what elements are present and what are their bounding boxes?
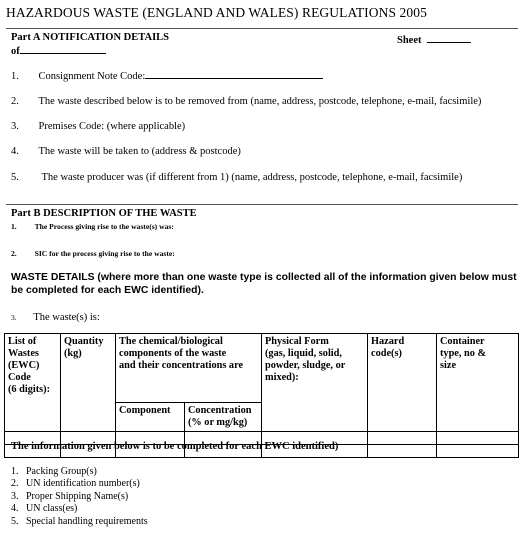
waste-is-item: [11, 312, 100, 323]
table-cell[interactable]: [368, 445, 437, 458]
item-number: 1.: [11, 222, 17, 231]
divider: [6, 204, 518, 205]
premises-item: [11, 121, 185, 132]
sheet-blank[interactable]: [427, 32, 471, 43]
header-text: mixed):: [265, 372, 299, 383]
item-number: 2.: [11, 96, 19, 107]
item-number: 5.: [11, 515, 19, 527]
list-item: [11, 503, 148, 515]
header-text: (gas, liquid, solid,: [265, 348, 342, 359]
process-label: The Process giving rise to the waste(s) was:: [34, 222, 174, 231]
col-physical-form: [262, 334, 368, 432]
header-text: Container: [440, 336, 485, 347]
header-text: List of Wastes: [8, 336, 39, 359]
col-hazard-code: [368, 334, 437, 432]
list-item-text: Proper Shipping Name(s): [26, 490, 129, 502]
item-number: 1.: [11, 466, 19, 477]
list-item-text: Special handling requirements: [26, 515, 148, 527]
header-text: components of the waste: [119, 348, 227, 359]
of-field[interactable]: [11, 43, 106, 57]
item-number: 3.: [11, 121, 19, 132]
waste-details-line1: WASTE DETAILS (where more than one waste type is collected all of the information given below must: [11, 272, 517, 283]
consignment-label: Consignment Note Code:: [38, 71, 146, 82]
item-number: 4.: [11, 146, 19, 157]
producer-label: The waste producer was (if different from 1) (name, address, postcode, telephone, e-mail, facsimile): [41, 172, 463, 183]
info-list: [11, 466, 148, 528]
process-item: [11, 222, 174, 231]
list-item-text: UN identification number(s): [26, 478, 140, 490]
header-text: (kg): [64, 348, 82, 359]
header-text: Physical Form: [265, 336, 329, 347]
part-a-heading: Part A NOTIFICATION DETAILS: [11, 32, 170, 43]
header-text: type, no &: [440, 348, 487, 359]
header-text: (6 digits):: [8, 384, 51, 395]
premises-label: Premises Code: (where applicable): [38, 121, 186, 132]
header-text: Quantity: [64, 336, 104, 347]
header-text: powder, sludge, or: [265, 360, 346, 371]
col-component: [116, 403, 185, 432]
sheet-field[interactable]: [397, 32, 471, 46]
page-title: HAZARDOUS WASTE (ENGLAND AND WALES) REGULATIONS 2005: [6, 5, 427, 20]
header-text: (% or mg/kg): [188, 417, 248, 428]
table-header-row: [5, 334, 519, 403]
item-number: 3.: [11, 313, 17, 322]
col-concentration: [185, 403, 262, 432]
item-number: 2.: [11, 478, 19, 490]
table-cell[interactable]: [437, 432, 519, 445]
item-number: 4.: [11, 503, 19, 515]
header-text: Hazard: [371, 336, 405, 347]
of-label: of: [11, 46, 20, 57]
header-text: Component: [119, 405, 171, 416]
header-text: The chemical/biological: [119, 336, 223, 347]
table-cell[interactable]: [368, 432, 437, 445]
list-item-text: Packing Group(s): [26, 466, 97, 477]
col-container: [437, 334, 519, 432]
removed-from-item: [11, 96, 481, 107]
divider: [6, 28, 518, 29]
producer-item: [11, 172, 462, 183]
consignment-code-blank[interactable]: [145, 68, 323, 79]
header-text: Concentration: [188, 405, 252, 416]
item-number: 3.: [11, 490, 19, 502]
header-text: size: [440, 360, 457, 371]
waste-details-line2: be completed for each EWC identified).: [11, 285, 204, 296]
removed-from-label: The waste described below is to be removed from (name, address, postcode, telephone, e-mail, facsimile): [38, 96, 482, 107]
col-components: [116, 334, 262, 403]
list-item: [11, 478, 148, 490]
part-b-heading: Part B DESCRIPTION OF THE WASTE: [11, 208, 197, 219]
taken-to-label: The waste will be taken to (address & postcode): [38, 146, 241, 157]
list-item: [11, 516, 148, 528]
header-text: code(s): [371, 348, 402, 359]
item-number: 1.: [11, 71, 19, 82]
taken-to-item: [11, 146, 241, 157]
sic-label: SIC for the process giving rise to the waste:: [34, 249, 175, 258]
header-text: (EWC) Code: [8, 360, 40, 383]
list-item: [11, 466, 148, 478]
header-text: and their concentrations are: [119, 360, 244, 371]
sheet-label: Sheet: [397, 35, 422, 46]
table-cell[interactable]: [437, 445, 519, 458]
col-quantity: [61, 334, 116, 432]
item-number: 5.: [11, 172, 19, 183]
of-blank[interactable]: [20, 43, 106, 54]
list-item: [11, 491, 148, 503]
info-note: The information given below is to be completed for each EWC identified): [11, 441, 339, 452]
waste-is-label: The waste(s) is:: [33, 312, 100, 323]
item-number: 2.: [11, 249, 17, 258]
waste-table: [4, 333, 519, 458]
col-ewc-code: [5, 334, 61, 432]
consignment-item: [11, 68, 323, 82]
list-item-text: UN class(es): [26, 503, 78, 515]
sic-item: [11, 249, 175, 258]
